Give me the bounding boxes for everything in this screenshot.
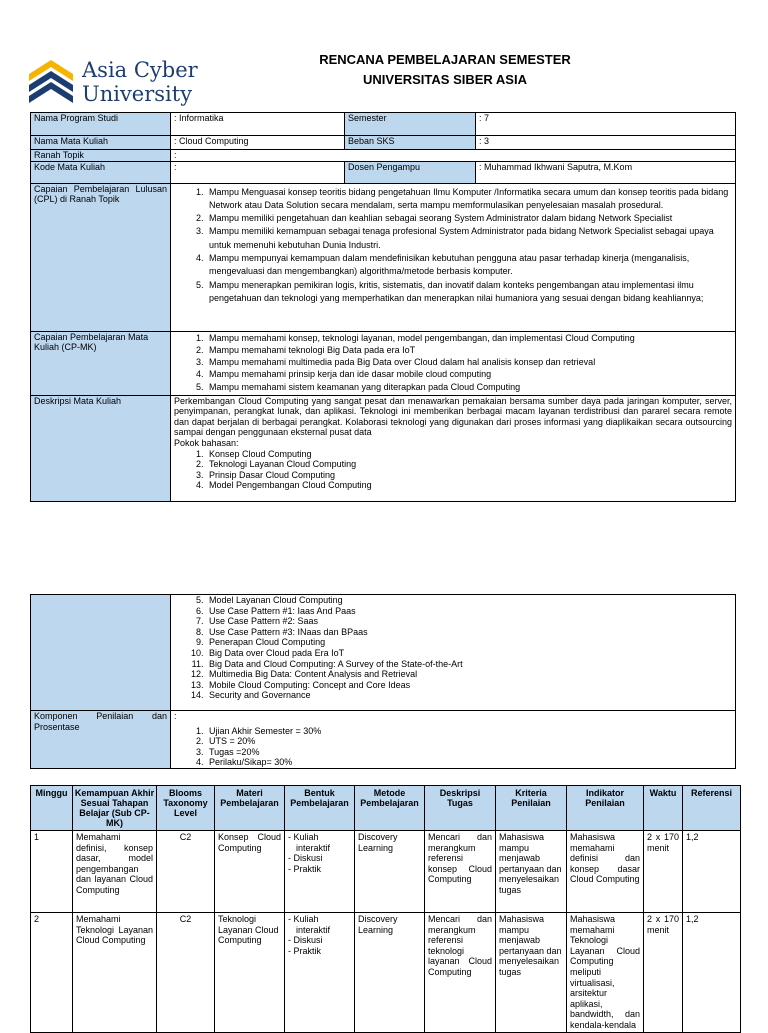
lecturer-label: Dosen Pengampu	[345, 161, 476, 183]
header-kriteria: Kriteria Penilaian	[496, 786, 567, 831]
cell-waktu: 2 x 170 menit	[644, 913, 683, 1033]
bentuk-item: - Diskusi	[288, 853, 351, 864]
university-name: UNIVERSITAS SIBER ASIA	[363, 72, 527, 87]
header-minggu: Minggu	[31, 786, 73, 831]
assessment-content	[171, 711, 736, 769]
cell-referensi: 1,2	[683, 913, 741, 1033]
program-value: : Informatika	[171, 113, 345, 136]
pokok-item: 6. Use Case Pattern #1: Iaas And Paas	[206, 606, 732, 617]
cell-waktu: 2 x 170 menit	[644, 831, 683, 913]
assessment-label: Komponen Penilaian dan Prosentase	[31, 711, 171, 769]
header-materi: Materi Pembelajaran	[215, 786, 285, 831]
assessment-colon: :	[174, 711, 177, 721]
assessment-item: 4. Perilaku/Sikap= 30%	[206, 757, 732, 768]
course-info-table	[30, 112, 736, 502]
assessment-list	[174, 726, 732, 768]
pokok-item: 2. Teknologi Layanan Cloud Computing	[206, 459, 732, 470]
cell-metode: Discovery Learning	[355, 831, 425, 913]
cpmk-list	[174, 332, 732, 393]
pokok-continued-label	[31, 595, 171, 711]
bentuk-item: - Kuliah interaktif	[288, 832, 351, 853]
cell-materi: Teknologi Layanan Cloud Computing	[215, 913, 285, 1033]
semester-value: : 7	[476, 113, 736, 136]
cpl-item: 2. Mampu memiliki pengetahuan dan keahlian sebagai seorang System Administrator dalam bidang Network Specialist	[206, 212, 732, 225]
header-bentuk: Bentuk Pembelajaran	[285, 786, 355, 831]
assessment-item: 2. UTS = 20%	[206, 736, 732, 747]
cell-kemampuan: Memahami definisi, konsep dasar, model pengembangan dan layanan Cloud Computing	[73, 831, 157, 913]
code-value: :	[171, 161, 345, 183]
cpmk-item: 4. Mampu memahami prinsip kerja dan ide dasar mobile cloud computing	[206, 368, 732, 380]
cpmk-item: 3. Mampu memahami multimedia pada Big Data over Cloud dalam hal analisis konsep dan retrieval	[206, 356, 732, 368]
header-kemampuan: Kemampuan Akhir Sesuai Tahapan Belajar (Sub CP-MK)	[73, 786, 157, 831]
cpmk-content	[171, 331, 736, 395]
pokok-item: 3. Prinsip Dasar Cloud Computing	[206, 470, 732, 481]
cpmk-item: 1. Mampu memahami konsep, teknologi layanan, model pengembangan, dan implementasi Cloud Computing	[206, 332, 732, 344]
cell-blooms: C2	[157, 831, 215, 913]
cpl-list	[174, 186, 732, 306]
logo-text-line-1: Asia Cyber	[82, 58, 198, 82]
sks-value: : 3	[476, 136, 736, 150]
description-label: Deskripsi Mata Kuliah	[31, 395, 171, 501]
header-indikator: Indikator Penilaian	[567, 786, 644, 831]
bentuk-list	[288, 832, 351, 874]
pokok-item: 13. Mobile Cloud Computing: Concept and Core Ideas	[206, 680, 732, 691]
cell-kriteria: Mahasiswa mampu menjawab pertanyaan dan menyelesaikan tugas	[496, 831, 567, 913]
cell-bentuk	[285, 831, 355, 913]
ranah-label: Ranah Topik	[31, 150, 171, 162]
table-row	[31, 831, 741, 913]
table-row	[31, 913, 741, 1033]
header-metode: Metode Pembelajaran	[355, 786, 425, 831]
header-blooms: Blooms Taxonomy Level	[157, 786, 215, 831]
bentuk-item: - Praktik	[288, 864, 351, 875]
pokok-item: 5. Model Layanan Cloud Computing	[206, 595, 732, 606]
document-title: RENCANA PEMBELAJARAN SEMESTER	[319, 52, 571, 67]
course-name-label: Nama Mata Kuliah	[31, 136, 171, 150]
pokok-item: 11. Big Data and Cloud Computing: A Survey of the State-of-the-Art	[206, 659, 732, 670]
cell-referensi: 1,2	[683, 831, 741, 913]
lecturer-value: : Muhammad Ikhwani Saputra, M.Kom	[476, 161, 736, 183]
cpl-content	[171, 183, 736, 331]
ranah-value: :	[171, 150, 736, 162]
header-deskripsi: Deskripsi Tugas	[425, 786, 496, 831]
cell-kriteria: Mahasiswa mampu menjawab pertanyaan dan menyelesaikan tugas	[496, 913, 567, 1033]
cell-blooms: C2	[157, 913, 215, 1033]
assessment-item: 1. Ujian Akhir Semester = 30%	[206, 726, 732, 737]
header-waktu: Waktu	[644, 786, 683, 831]
pokok-item: 7. Use Case Pattern #2: Saas	[206, 616, 732, 627]
cpl-label: Capaian Pembelajaran Lulusan (CPL) di Ranah Topik	[31, 183, 171, 331]
description-content	[171, 395, 736, 501]
cell-bentuk	[285, 913, 355, 1033]
cell-minggu: 1	[31, 831, 73, 913]
cpmk-item: 5. Mampu memahami sistem keamanan yang diterapkan pada Cloud Computing	[206, 381, 732, 393]
pokok-item: 10. Big Data over Cloud pada Era IoT	[206, 648, 732, 659]
logo-emblem-icon	[26, 54, 76, 110]
course-name-value: : Cloud Computing	[171, 136, 345, 150]
program-label: Nama Program Studi	[31, 113, 171, 136]
cell-minggu: 2	[31, 913, 73, 1033]
cpl-item: 5. Mampu menerapkan pemikiran logis, kritis, sistematis, dan inovatif dalam konteks pengembangan atau implementasi ilmu pengetahuan dan teknologi yang memperhatikan dan menerapkan nilai humaniora yang sesuai dengan bidang keahliannya;	[206, 279, 732, 306]
cpmk-item: 2. Mampu memahami teknologi Big Data pada era IoT	[206, 344, 732, 356]
pokok-item: 12. Multimedia Big Data: Content Analysis and Retrieval	[206, 669, 732, 680]
pokok-item: 8. Use Case Pattern #3: INaas dan BPaas	[206, 627, 732, 638]
pokok-bahasan-label: Pokok bahasan:	[174, 437, 239, 448]
cell-metode: Discovery Learning	[355, 913, 425, 1033]
bentuk-item: - Kuliah interaktif	[288, 914, 351, 935]
header-referensi: Referensi	[683, 786, 741, 831]
cell-indikator: Mahasiswa memahami Teknologi Layanan Cloud Computing meliputi virtualisasi, arsitektur aplikasi, bandwidth, dan kendala-kendala	[567, 913, 644, 1033]
cpl-item: 1. Mampu Menguasai konsep teoritis bidang pengetahuan Ilmu Komputer /Informatika secara umum dan konsep teoritis pada bidang Network atau Data Solution secara mendalam, serta mampu memformulasikan penyelesaian masalah prosedural.	[206, 186, 732, 213]
bentuk-item: - Praktik	[288, 946, 351, 957]
cell-indikator: Mahasiswa memahami definisi dan konsep dasar Cloud Computing	[567, 831, 644, 913]
cell-deskripsi: Mencari dan merangkum referensi konsep Cloud Computing	[425, 831, 496, 913]
bentuk-item: - Diskusi	[288, 935, 351, 946]
pokok-continued-content	[171, 595, 736, 711]
cell-kemampuan: Memahami Teknologi Layanan Cloud Computing	[73, 913, 157, 1033]
description-text: Perkembangan Cloud Computing yang sangat pesat dan menawarkan pemakaian bersama sumber daya pada jaringan komputer, server, penyimpanan, perangkat lunak, dan aplikasi. Teknologi ini memberikan berbagai macam layanan terdistribusi dan pararel secara remote dan dapat berjalan di berbagai perangkat. Kolaborasi teknologi yang digunakan dari proses informasi yang diaplikaikan secara outsourcing sampai dengan penggunaan eksternal pusat data	[174, 395, 732, 438]
bentuk-list	[288, 914, 351, 956]
weekly-schedule-table	[30, 785, 741, 1033]
code-label: Kode Mata Kuliah	[31, 161, 171, 183]
pokok-item: 4. Model Pengembangan Cloud Computing	[206, 480, 732, 491]
semester-label: Semester	[345, 113, 476, 136]
pokok-bahasan-list-continued	[174, 595, 732, 701]
pokok-item: 14. Security and Governance	[206, 690, 732, 701]
course-info-table-continued	[30, 594, 736, 769]
cpl-item: 3. Mampu memiliki kemampuan sebagai tenaga profesional System Administrator pada bidang Network Specialist sebagai upaya untuk memenuhi kebutuhan Dunia Industri.	[206, 225, 732, 252]
pokok-item: 1. Konsep Cloud Computing	[206, 449, 732, 460]
cell-deskripsi: Mencari dan merangkum referensi teknologi layanan Cloud Computing	[425, 913, 496, 1033]
pokok-bahasan-list	[174, 449, 732, 491]
cell-materi: Konsep Cloud Computing	[215, 831, 285, 913]
cpl-item: 4. Mampu mempunyai kemampuan dalam mendefinisikan kebutuhan pengguna atau pasar terhadap kinerja (menganalisis, mengevaluasi dan mengembangkan) algorithma/metode berbasis komputer.	[206, 252, 732, 279]
logo-text-line-2: University	[82, 82, 193, 106]
cpmk-label: Capaian Pembelajaran Mata Kuliah (CP-MK)	[31, 331, 171, 395]
assessment-item: 3. Tugas =20%	[206, 747, 732, 758]
pokok-item: 9. Penerapan Cloud Computing	[206, 637, 732, 648]
sks-label: Beban SKS	[345, 136, 476, 150]
university-logo	[26, 54, 196, 110]
